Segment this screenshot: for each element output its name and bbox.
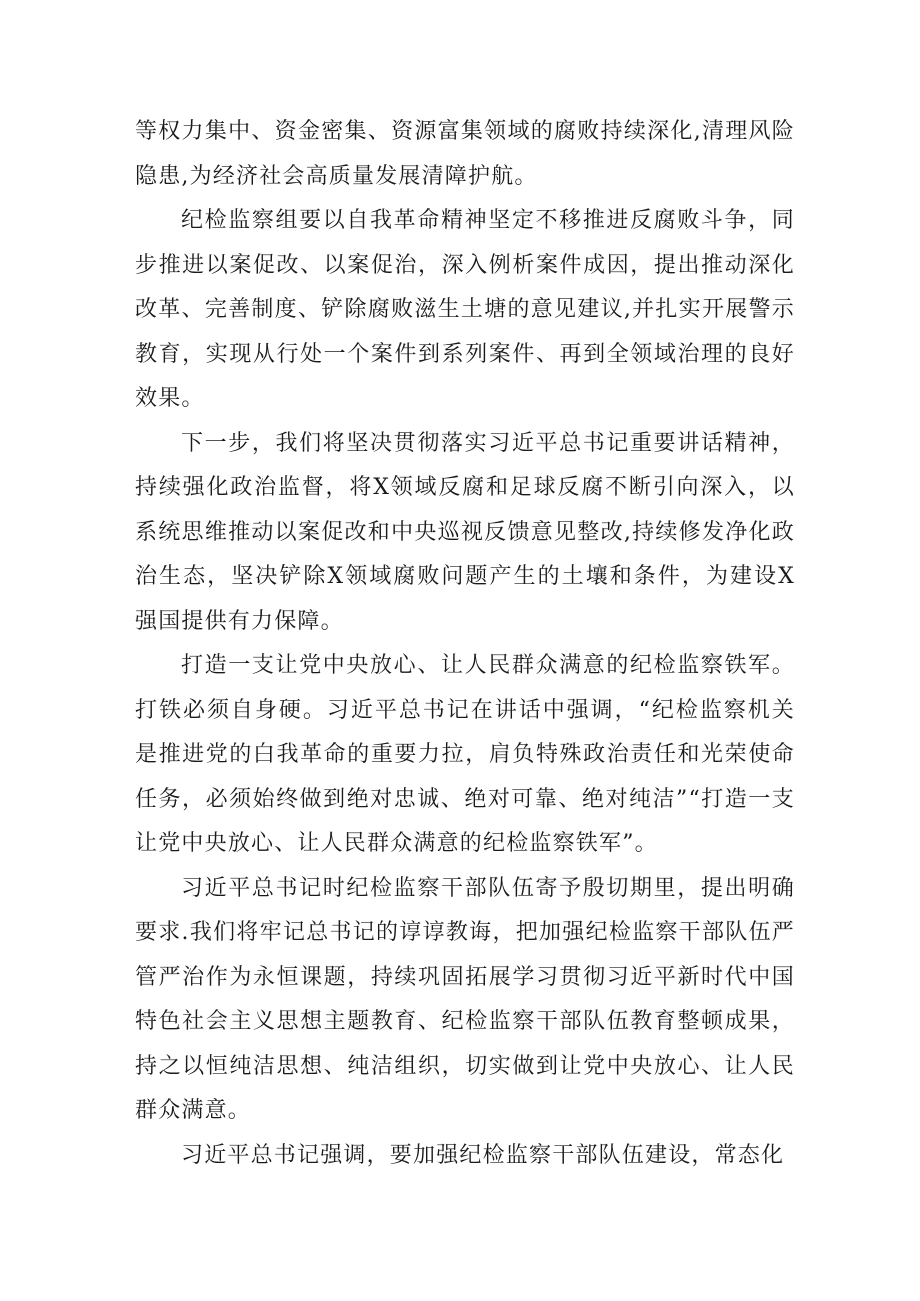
paragraph-3: 下一步，我们将坚决贯彻落实习近平总书记重要讲话精神，持续强化政治监督，将X领域反腐和足球反腐不断引向深入，以系统思维推动以案促改和中央巡视反馈意见整改,持续修发净化政治生态，坚决铲除X领域腐败问题产生的土壤和条件，为建设X强国提供有力保障。 [135, 430, 795, 634]
paragraph-5: 习近平总书记时纪检监察干部队伍寄予殷切期里，提出明确要求.我们将牢记总书记的谆谆教诲，把加强纪检监察干部队伍严管严治作为永恒课题，持续巩固拓展学习贯彻习近平新时代中国特色社会主义思想主题教育、纪检监察干部队伍教育整顿成果，持之以恒纯洁思想、纯洁组织，切实做到让党中央放心、让人民群众满意。 [135, 875, 795, 1123]
paragraph-1: 等权力集中、资金密集、资源富集领域的腐败持续深化,清理风险隐患,为经济社会高质量发展清障护航。 [135, 119, 795, 189]
paragraph-4: 打造一支让党中央放心、让人民群众满意的纪检监察铁军。打铁必须自身硬。习近平总书记在讲话中强调，“纪检监察机关是推进党的白我革命的重要力拉，肩负特殊政治责任和光荣使命任务，必须始终做到绝对忠诚、绝对可靠、绝对纯洁”“打造一支让党中央放心、让人民群众满意的纪检监察铁军”。 [135, 653, 795, 856]
paragraph-6: 习近平总书记强调，要加强纪检监察干部队伍建设，常态化 [181, 1142, 785, 1168]
document-body [135, 110, 795, 1178]
paragraph-2: 纪检监察组要以自我革命精神坚定不移推进反腐败斗争，同步推进以案促改、以案促治，深入例析案件成因，提出推动深化改革、完善制度、铲除腐败滋生土塘的意见建议,并扎实开展警示教育，实现从行处一个案件到系列案件、再到全领域治理的良好效果。 [135, 208, 795, 411]
